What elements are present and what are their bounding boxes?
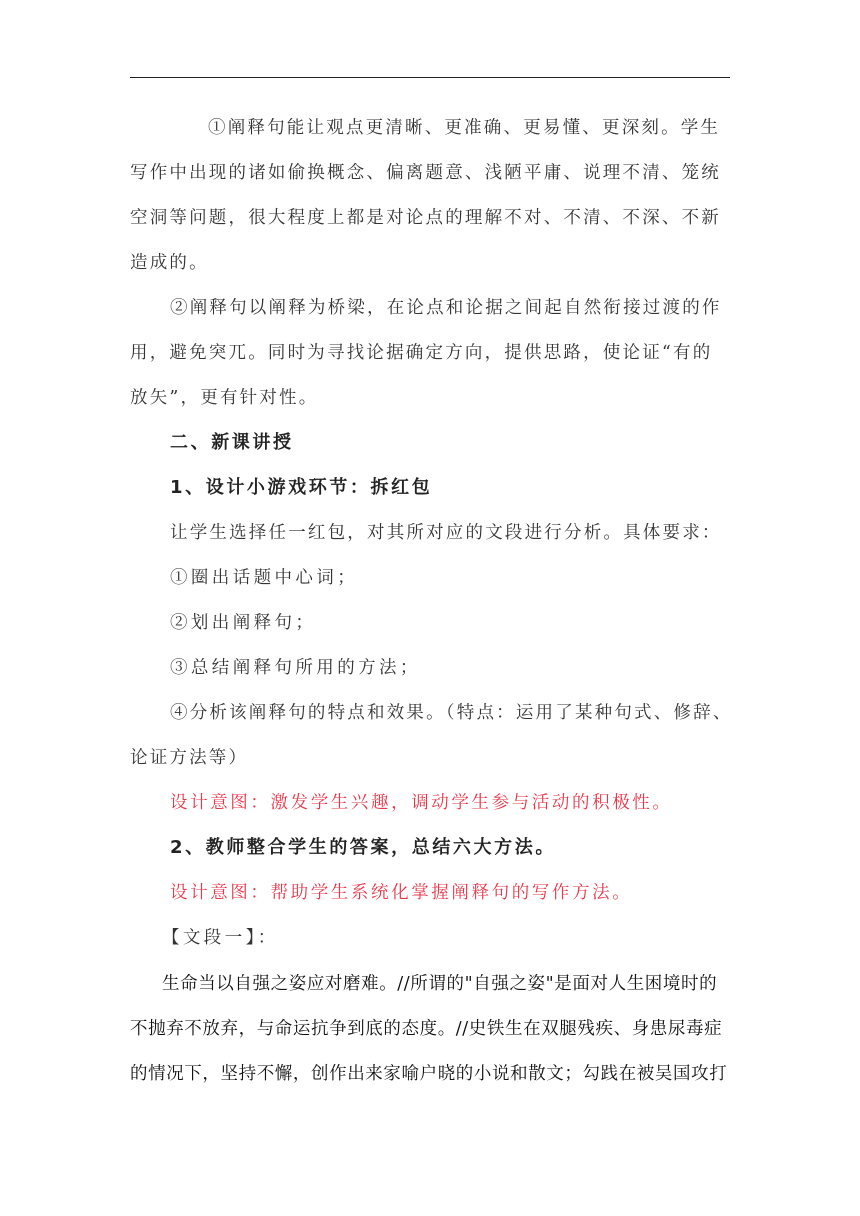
step2-design-note: 设计意图：帮助学生系统化掌握阐释句的写作方法。: [170, 883, 633, 903]
header-rule: [130, 77, 730, 78]
step2-heading: 2、教师整合学生的答案，总结六大方法。: [170, 837, 556, 858]
section-heading: 二、新课讲授: [170, 432, 294, 453]
para1-line2: 写作中出现的诸如偷换概念、偏离题意、浅陋平庸、说理不清、笼统: [130, 163, 721, 183]
requirement-1: ①圈出话题中心词；: [170, 568, 359, 588]
step1-heading: 1、设计小游戏环节：拆红包: [170, 477, 433, 498]
requirement-4-line2: 论证方法等）: [130, 748, 249, 768]
para1-line4: 造成的。: [130, 253, 209, 273]
para2-line1: ②阐释句以阐释为桥梁，在论点和论据之间起自然衔接过渡的作: [170, 298, 722, 318]
requirement-2: ②划出阐释句；: [170, 613, 317, 633]
step1-design-note: 设计意图：激发学生兴趣，调动学生参与活动的积极性。: [170, 793, 673, 813]
step1-intro: 让学生选择任一红包，对其所对应的文段进行分析。具体要求：: [170, 523, 722, 543]
passage-label: 【文段一】：: [162, 928, 279, 948]
requirement-4-line1: ④分析该阐释句的特点和效果。（特点：运用了某种句式、修辞、: [170, 703, 733, 723]
para2-line3: 放矢”，更有针对性。: [130, 388, 319, 408]
para1-line1: ①阐释句能让观点更清晰、更准确、更易懂、更深刻。学生: [208, 118, 721, 138]
passage-line3: 的情况下，坚持不懈，创作出来家喻户晓的小说和散文；勾践在被吴国攻打: [130, 1064, 728, 1084]
para2-line2: 用，避免突兀。同时为寻找论据确定方向，提供思路，使论证“有的: [130, 343, 713, 363]
para1-line3: 空洞等问题，很大程度上都是对论点的理解不对、不清、不深、不新: [130, 208, 721, 228]
passage-line1: 生命当以自强之姿应对磨难。//所谓的"自强之姿"是面对人生困境时的: [162, 974, 718, 994]
passage-line2: 不抛弃不放弃，与命运抗争到底的态度。//史铁生在双腿残疾、身患尿毒症: [130, 1019, 723, 1039]
requirement-3: ③总结阐释句所用的方法；: [170, 658, 421, 678]
